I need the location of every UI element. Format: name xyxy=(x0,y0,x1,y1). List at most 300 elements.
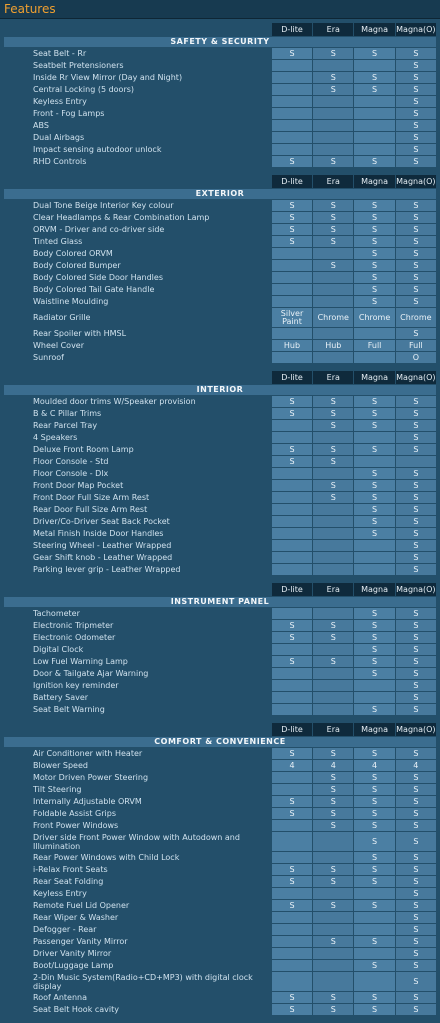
feature-value xyxy=(272,96,312,107)
feature-value xyxy=(313,108,353,119)
feature-value: 4 xyxy=(313,760,353,771)
feature-value xyxy=(313,888,353,899)
feature-row xyxy=(4,784,436,795)
feature-label: 2-Din Music System(Radio+CD+MP3) with digital clock display xyxy=(33,972,253,991)
feature-value: S xyxy=(272,212,312,223)
feature-value: S xyxy=(313,456,353,467)
feature-value: S xyxy=(313,492,353,503)
feature-row xyxy=(4,644,436,655)
feature-value xyxy=(354,540,394,551)
section-table xyxy=(3,582,437,716)
feature-label: Boot/Luggage Lamp xyxy=(33,961,114,970)
feature-value xyxy=(272,420,312,431)
feature-value: S xyxy=(396,680,436,691)
feature-row xyxy=(4,296,436,307)
feature-value: S xyxy=(313,396,353,407)
column-header: Magna xyxy=(354,583,394,596)
feature-row xyxy=(4,480,436,491)
feature-label: Body Colored Bumper xyxy=(33,261,121,270)
feature-value xyxy=(313,284,353,295)
feature-row xyxy=(4,120,436,131)
feature-label: RHD Controls xyxy=(33,157,87,166)
feature-value xyxy=(272,492,312,503)
feature-value xyxy=(354,912,394,923)
feature-value: S xyxy=(396,608,436,619)
feature-value: S xyxy=(396,248,436,259)
feature-value: S xyxy=(313,796,353,807)
feature-row xyxy=(4,960,436,971)
feature-value: S xyxy=(396,784,436,795)
feature-label: B & C Pillar Trims xyxy=(33,409,102,418)
section-table xyxy=(3,370,437,576)
feature-row xyxy=(4,420,436,431)
feature-value xyxy=(354,328,394,339)
feature-label: Central Locking (5 doors) xyxy=(33,85,135,94)
feature-value: S xyxy=(354,444,394,455)
feature-value: S xyxy=(313,900,353,911)
section-title: SAFETY & SECURITY xyxy=(4,37,436,47)
feature-value xyxy=(272,680,312,691)
column-header: D-lite xyxy=(272,723,312,736)
feature-value: S xyxy=(354,704,394,715)
feature-value xyxy=(272,108,312,119)
feature-value: S xyxy=(354,272,394,283)
feature-label: Floor Console - Dlx xyxy=(33,469,109,478)
feature-value xyxy=(313,692,353,703)
feature-label: Parking lever grip - Leather Wrapped xyxy=(33,565,181,574)
feature-label: Tilt Steering xyxy=(33,785,82,794)
feature-value xyxy=(272,272,312,283)
feature-value xyxy=(354,972,394,991)
feature-row xyxy=(4,924,436,935)
feature-value: S xyxy=(313,420,353,431)
feature-value: S xyxy=(396,84,436,95)
feature-value xyxy=(272,692,312,703)
feature-value: S xyxy=(313,620,353,631)
feature-value: S xyxy=(354,620,394,631)
feature-value: S xyxy=(396,852,436,863)
feature-row xyxy=(4,340,436,351)
feature-value xyxy=(313,972,353,991)
feature-value: S xyxy=(272,876,312,887)
feature-value xyxy=(313,680,353,691)
feature-row xyxy=(4,444,436,455)
column-header: D-lite xyxy=(272,371,312,384)
feature-value: S xyxy=(354,796,394,807)
section-title-row xyxy=(4,189,436,199)
feature-value: Chrome xyxy=(396,308,436,327)
feature-value xyxy=(272,284,312,295)
feature-row xyxy=(4,84,436,95)
feature-value: S xyxy=(272,748,312,759)
section-title: INTERIOR xyxy=(4,385,436,395)
feature-value: S xyxy=(354,608,394,619)
feature-value xyxy=(313,540,353,551)
feature-value: S xyxy=(396,864,436,875)
feature-row xyxy=(4,820,436,831)
feature-value: S xyxy=(354,236,394,247)
feature-value: S xyxy=(313,48,353,59)
feature-label: Rear Wiper & Washer xyxy=(33,913,119,922)
feature-value xyxy=(313,564,353,575)
feature-label: Keyless Entry xyxy=(33,97,87,106)
feature-value: S xyxy=(396,48,436,59)
feature-value: S xyxy=(354,644,394,655)
feature-value: S xyxy=(396,748,436,759)
feature-value: S xyxy=(313,1004,353,1015)
feature-value xyxy=(272,552,312,563)
column-header: Era xyxy=(313,371,353,384)
feature-label: Driver Vanity Mirror xyxy=(33,949,112,958)
feature-label: Tachometer xyxy=(33,609,80,618)
column-header: Era xyxy=(313,23,353,36)
feature-value: S xyxy=(354,748,394,759)
feature-value: S xyxy=(396,992,436,1003)
feature-value: S xyxy=(396,900,436,911)
feature-value: S xyxy=(396,656,436,667)
feature-value xyxy=(313,144,353,155)
feature-value: S xyxy=(354,396,394,407)
feature-value: S xyxy=(396,888,436,899)
feature-value xyxy=(313,960,353,971)
feature-label: Air Conditioner with Heater xyxy=(33,749,143,758)
header-spacer xyxy=(4,583,271,596)
feature-value: S xyxy=(313,224,353,235)
feature-value xyxy=(313,552,353,563)
feature-label: Moulded door trims W/Speaker provision xyxy=(33,397,196,406)
section-title: EXTERIOR xyxy=(4,189,436,199)
feature-value: S xyxy=(396,504,436,515)
feature-label: Seat Belt - Rr xyxy=(33,49,87,58)
feature-row xyxy=(4,936,436,947)
feature-value xyxy=(272,84,312,95)
feature-label: Tinted Glass xyxy=(33,237,83,246)
feature-row xyxy=(4,200,436,211)
feature-value xyxy=(313,328,353,339)
feature-value xyxy=(313,644,353,655)
feature-value xyxy=(272,912,312,923)
feature-label: Defogger - Rear xyxy=(33,925,97,934)
feature-row xyxy=(4,912,436,923)
feature-value: S xyxy=(354,900,394,911)
feature-label: Front Door Map Pocket xyxy=(33,481,124,490)
feature-row xyxy=(4,528,436,539)
feature-value: S xyxy=(354,224,394,235)
feature-label: Internally Adjustable ORVM xyxy=(33,797,142,806)
feature-label: Driver/Co-Driver Seat Back Pocket xyxy=(33,517,170,526)
feature-label: Electronic Odometer xyxy=(33,633,116,642)
feature-value: S xyxy=(396,808,436,819)
feature-value xyxy=(272,352,312,363)
feature-value: S xyxy=(313,84,353,95)
feature-value: S xyxy=(396,444,436,455)
feature-value xyxy=(354,680,394,691)
feature-value: S xyxy=(396,516,436,527)
column-header: Magna xyxy=(354,175,394,188)
feature-value: S xyxy=(354,864,394,875)
column-header: Magna xyxy=(354,371,394,384)
feature-row xyxy=(4,308,436,327)
feature-value: S xyxy=(354,420,394,431)
feature-value: S xyxy=(396,60,436,71)
feature-value: S xyxy=(396,396,436,407)
feature-value xyxy=(272,668,312,679)
feature-value xyxy=(354,692,394,703)
feature-row xyxy=(4,212,436,223)
header-spacer xyxy=(4,371,271,384)
column-header-row xyxy=(4,23,436,36)
feature-value: S xyxy=(396,972,436,991)
feature-value xyxy=(354,144,394,155)
section-table xyxy=(3,174,437,364)
feature-value: S xyxy=(272,656,312,667)
feature-value: S xyxy=(313,864,353,875)
feature-value xyxy=(313,132,353,143)
feature-value xyxy=(272,852,312,863)
feature-label: Rear Spoiler with HMSL xyxy=(33,329,127,338)
feature-value xyxy=(272,516,312,527)
feature-label: Rear Door Full Size Arm Rest xyxy=(33,505,148,514)
feature-value xyxy=(313,296,353,307)
feature-value xyxy=(313,516,353,527)
feature-value xyxy=(313,248,353,259)
feature-row xyxy=(4,608,436,619)
feature-value xyxy=(313,504,353,515)
feature-value xyxy=(272,832,312,851)
feature-value xyxy=(354,96,394,107)
feature-label: Dual Airbags xyxy=(33,133,85,142)
feature-row xyxy=(4,620,436,631)
feature-value: S xyxy=(354,960,394,971)
feature-value xyxy=(272,260,312,271)
feature-value xyxy=(272,132,312,143)
column-header: Magna(O) xyxy=(396,25,436,34)
feature-row xyxy=(4,248,436,259)
page-title: Features xyxy=(0,0,440,19)
feature-value xyxy=(313,912,353,923)
feature-value xyxy=(272,480,312,491)
feature-value xyxy=(272,248,312,259)
feature-row xyxy=(4,864,436,875)
feature-value: S xyxy=(396,948,436,959)
feature-value: S xyxy=(396,260,436,271)
feature-row xyxy=(4,832,436,851)
feature-value xyxy=(272,432,312,443)
feature-value: S xyxy=(354,656,394,667)
feature-row xyxy=(4,760,436,771)
feature-value: O xyxy=(396,352,436,363)
feature-value: S xyxy=(272,992,312,1003)
feature-value: S xyxy=(396,108,436,119)
feature-value: S xyxy=(396,96,436,107)
feature-label: i-Relax Front Seats xyxy=(33,865,108,874)
feature-row xyxy=(4,876,436,887)
feature-value: Silver Paint xyxy=(272,308,312,327)
feature-value xyxy=(313,528,353,539)
feature-value: S xyxy=(354,156,394,167)
feature-value: S xyxy=(272,864,312,875)
column-header: Era xyxy=(313,583,353,596)
feature-value: S xyxy=(396,912,436,923)
feature-label: Front - Fog Lamps xyxy=(33,109,105,118)
feature-row xyxy=(4,808,436,819)
feature-value: S xyxy=(313,200,353,211)
feature-value: S xyxy=(313,156,353,167)
feature-value: S xyxy=(354,296,394,307)
feature-value: S xyxy=(396,924,436,935)
column-header: Magna(O) xyxy=(396,177,436,186)
feature-row xyxy=(4,468,436,479)
feature-value: S xyxy=(396,620,436,631)
section-title-row xyxy=(4,597,436,607)
feature-row xyxy=(4,796,436,807)
feature-label: Rear Seat Folding xyxy=(33,877,104,886)
feature-value: S xyxy=(354,516,394,527)
feature-value xyxy=(272,644,312,655)
feature-value xyxy=(272,296,312,307)
feature-value xyxy=(313,704,353,715)
section-title-row xyxy=(4,737,436,747)
feature-label: Radiator Grille xyxy=(33,313,91,322)
feature-row xyxy=(4,680,436,691)
feature-value: Full xyxy=(354,340,394,351)
feature-label: Passenger Vanity Mirror xyxy=(33,937,128,946)
feature-value: S xyxy=(272,900,312,911)
feature-value: 4 xyxy=(272,760,312,771)
header-spacer xyxy=(4,723,271,736)
feature-label: Door & Tailgate Ajar Warning xyxy=(33,669,149,678)
feature-value: S xyxy=(354,212,394,223)
feature-label: Body Colored Side Door Handles xyxy=(33,273,163,282)
feature-row xyxy=(4,224,436,235)
feature-value: S xyxy=(313,236,353,247)
feature-row xyxy=(4,632,436,643)
feature-row xyxy=(4,516,436,527)
feature-row xyxy=(4,72,436,83)
column-header-row xyxy=(4,583,436,596)
feature-row xyxy=(4,772,436,783)
feature-row xyxy=(4,236,436,247)
feature-value: S xyxy=(396,540,436,551)
feature-value: S xyxy=(396,564,436,575)
feature-value: S xyxy=(396,552,436,563)
feature-row xyxy=(4,328,436,339)
section-title: INSTRUMENT PANEL xyxy=(4,597,436,607)
feature-row xyxy=(4,552,436,563)
feature-value xyxy=(313,608,353,619)
feature-row xyxy=(4,108,436,119)
feature-value xyxy=(313,924,353,935)
feature-label: Clear Headlamps & Rear Combination Lamp xyxy=(33,213,210,222)
feature-value xyxy=(354,352,394,363)
feature-label: ABS xyxy=(33,121,49,130)
feature-label: Sunroof xyxy=(33,353,64,362)
feature-value xyxy=(354,888,394,899)
feature-value: S xyxy=(313,408,353,419)
feature-value xyxy=(313,668,353,679)
feature-label: Rear Parcel Tray xyxy=(33,421,98,430)
feature-row xyxy=(4,656,436,667)
feature-value xyxy=(272,784,312,795)
feature-value: S xyxy=(354,936,394,947)
feature-label: Seat Belt Hook cavity xyxy=(33,1005,120,1014)
feature-label: Floor Console - Std xyxy=(33,457,109,466)
feature-value: S xyxy=(396,692,436,703)
feature-value xyxy=(354,132,394,143)
feature-row xyxy=(4,692,436,703)
feature-value: S xyxy=(354,528,394,539)
feature-value: S xyxy=(354,260,394,271)
column-header: Magna(O) xyxy=(396,585,436,594)
section-title-row xyxy=(4,385,436,395)
feature-value: S xyxy=(354,668,394,679)
feature-row xyxy=(4,272,436,283)
feature-value xyxy=(272,468,312,479)
feature-label: Dual Tone Beige Interior Key colour xyxy=(33,201,174,210)
column-header: Era xyxy=(313,723,353,736)
feature-value: S xyxy=(354,1004,394,1015)
feature-value: S xyxy=(396,296,436,307)
feature-value xyxy=(313,432,353,443)
feature-label: ORVM - Driver and co-driver side xyxy=(33,225,165,234)
column-header-row xyxy=(4,723,436,736)
column-header: Magna xyxy=(354,23,394,36)
feature-value: Hub xyxy=(272,340,312,351)
feature-value: S xyxy=(396,632,436,643)
feature-value xyxy=(396,456,436,467)
feature-row xyxy=(4,144,436,155)
feature-row xyxy=(4,1004,436,1015)
feature-value xyxy=(272,60,312,71)
feature-value: S xyxy=(313,72,353,83)
feature-label: Battery Saver xyxy=(33,693,89,702)
feature-value: S xyxy=(354,504,394,515)
feature-value: S xyxy=(396,832,436,851)
feature-value: Chrome xyxy=(354,308,394,327)
column-header: Magna(O) xyxy=(396,373,436,382)
feature-value xyxy=(272,772,312,783)
feature-label: Digital Clock xyxy=(33,645,84,654)
feature-value xyxy=(354,564,394,575)
header-spacer xyxy=(4,23,271,36)
feature-value: S xyxy=(272,236,312,247)
feature-value: S xyxy=(396,72,436,83)
feature-value xyxy=(354,456,394,467)
feature-value xyxy=(272,72,312,83)
feature-value: 4 xyxy=(396,760,436,771)
feature-value: S xyxy=(313,212,353,223)
feature-value: S xyxy=(313,444,353,455)
feature-value: S xyxy=(354,820,394,831)
feature-label: Wheel Cover xyxy=(33,341,85,350)
feature-value xyxy=(272,528,312,539)
feature-value: S xyxy=(396,796,436,807)
feature-row xyxy=(4,540,436,551)
feature-value: S xyxy=(354,852,394,863)
feature-label: Gear Shift knob - Leather Wrapped xyxy=(33,553,173,562)
feature-value xyxy=(272,960,312,971)
feature-value: S xyxy=(396,284,436,295)
section-title: COMFORT & CONVENIENCE xyxy=(4,737,436,747)
feature-value: S xyxy=(396,156,436,167)
feature-value: S xyxy=(396,480,436,491)
feature-value: S xyxy=(396,936,436,947)
feature-value xyxy=(272,608,312,619)
feature-value: S xyxy=(313,992,353,1003)
feature-value: S xyxy=(396,492,436,503)
feature-value: S xyxy=(396,132,436,143)
column-header: Era xyxy=(313,175,353,188)
